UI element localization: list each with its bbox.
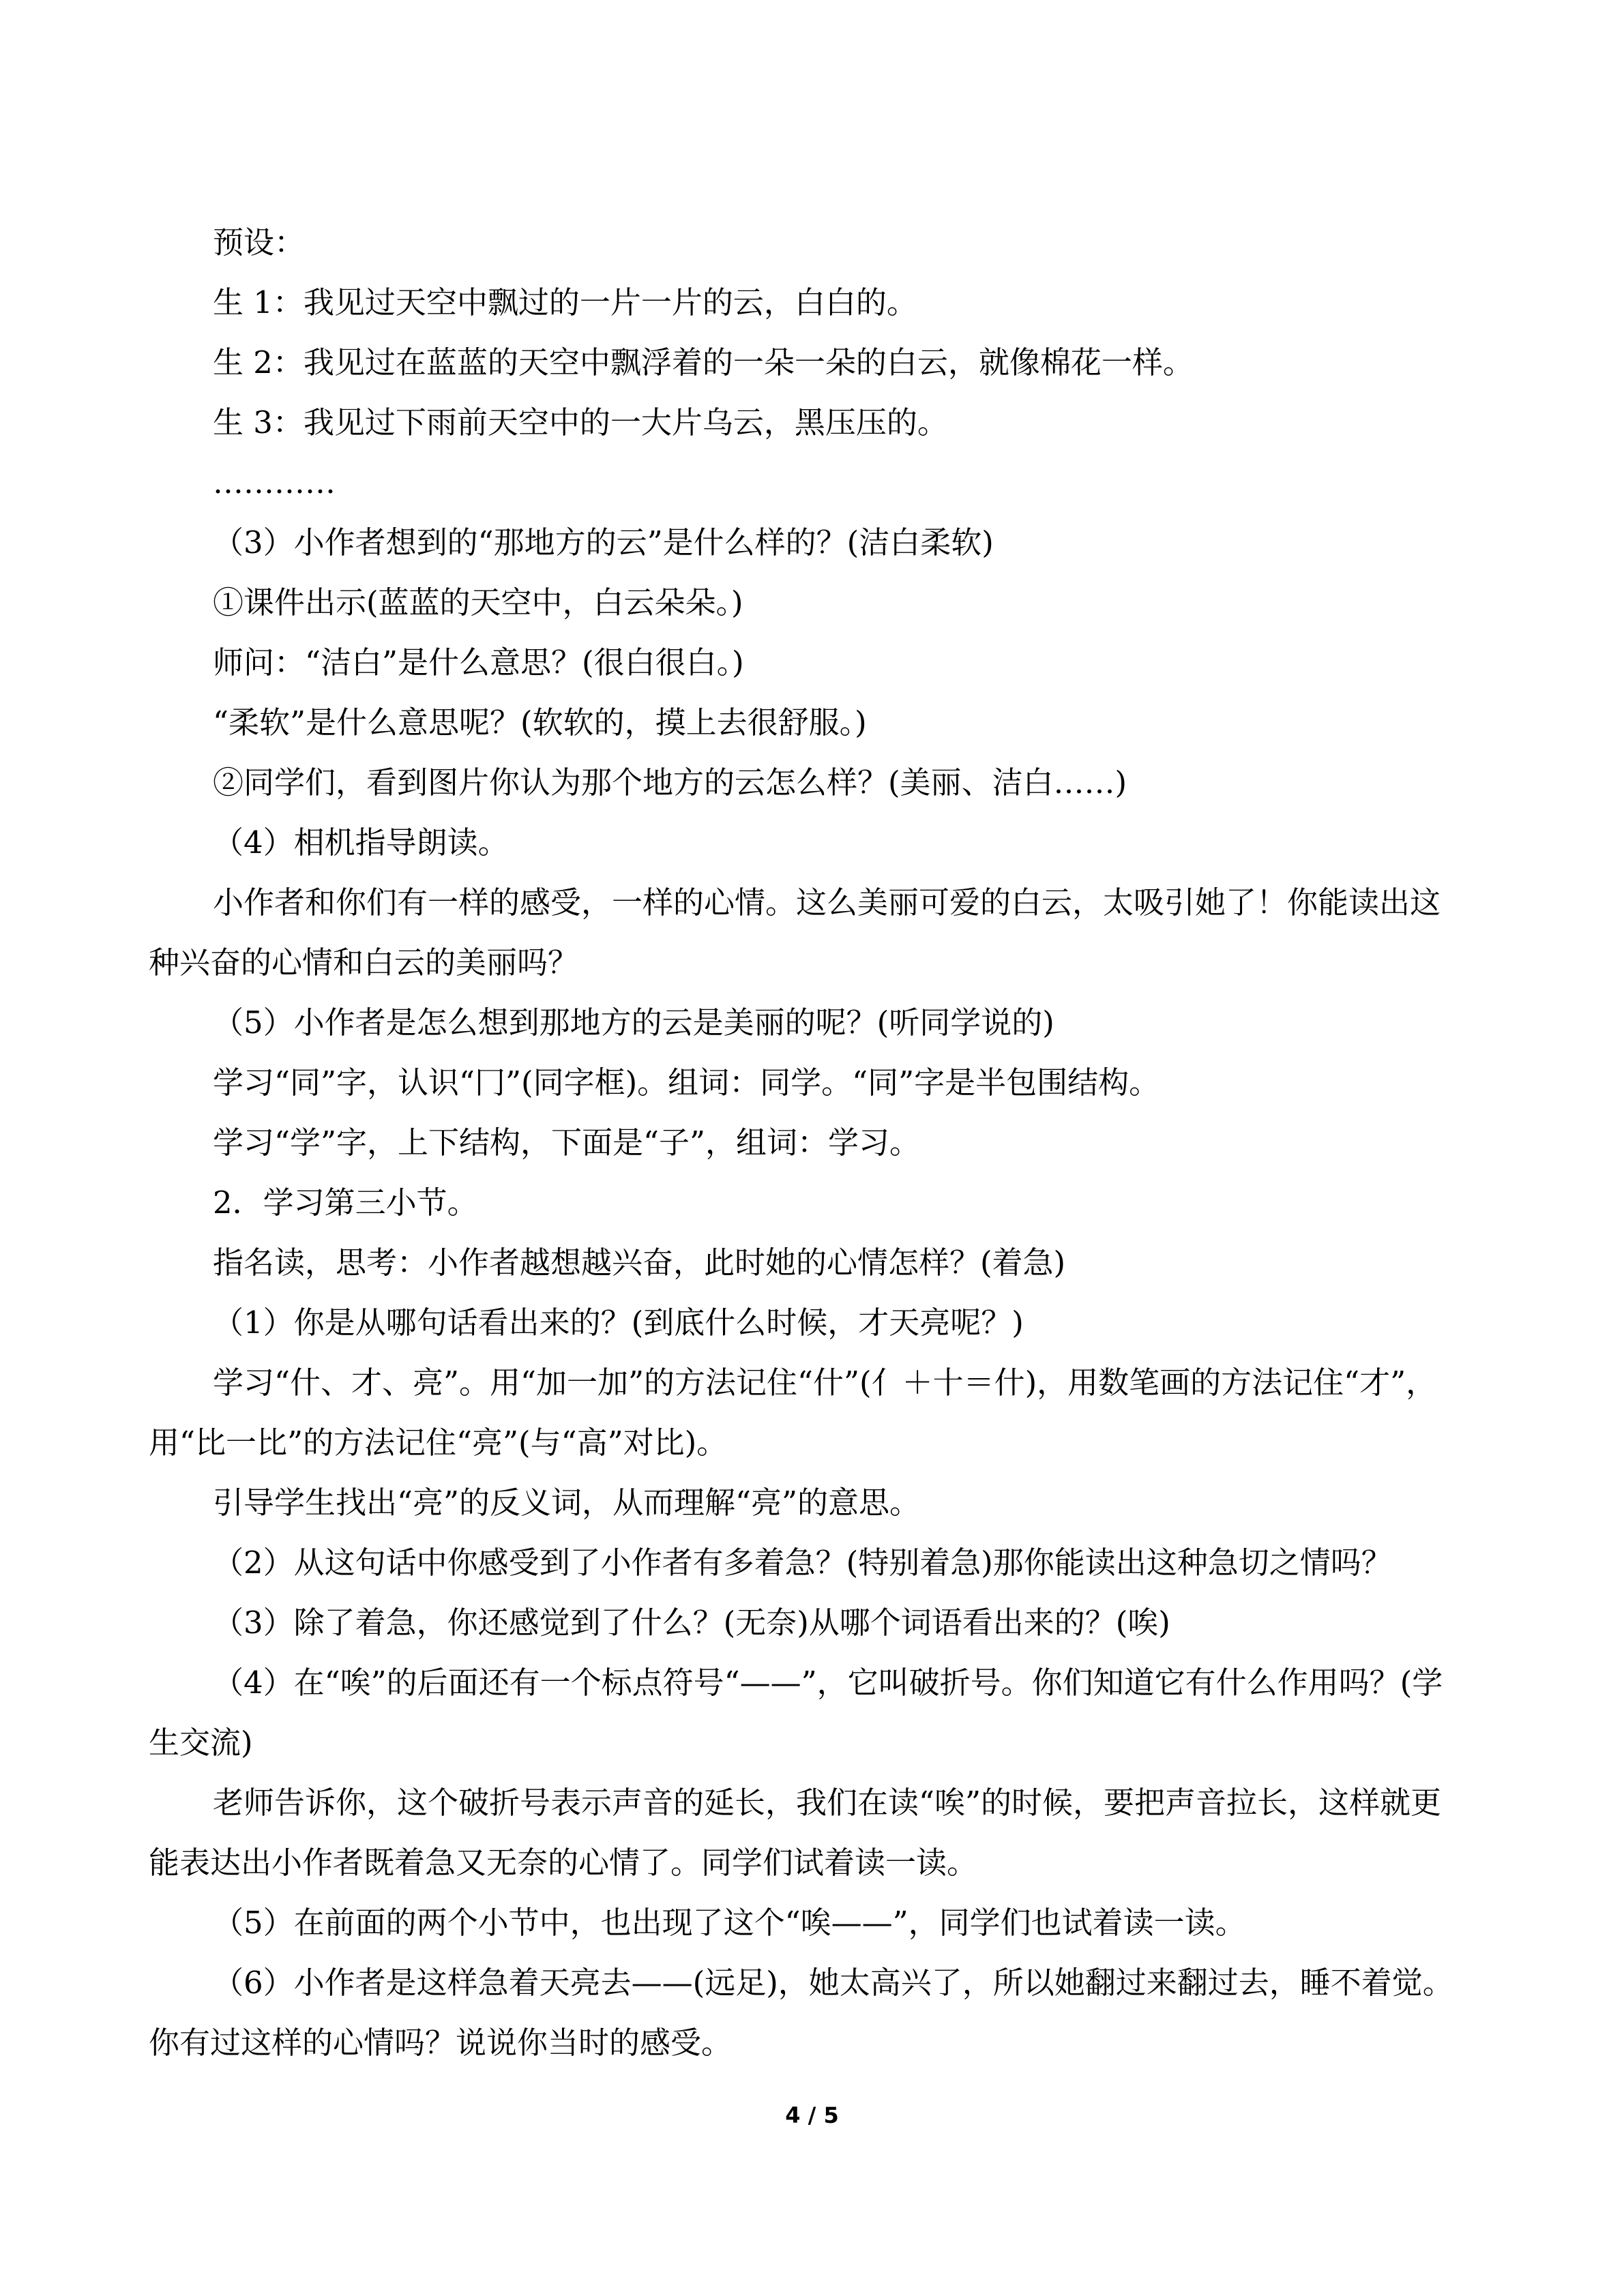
paragraph: （1）你是从哪句话看出来的？(到底什么时候，才天亮呢？) [213, 1304, 1024, 1341]
paragraph: 生 2：我见过在蓝蓝的天空中飘浮着的一朵一朵的白云，就像棉花一样。 [213, 344, 1194, 381]
document-body [149, 213, 1458, 2073]
paragraph: （4）相机指导朗读。 [213, 824, 509, 861]
paragraph: 学习“什、才、亮”。用“加一加”的方法记住“什”(亻＋十＝什)，用数笔画的方法记住“才”，用“比一比”的方法记住“亮”(与“高”对比)。 [149, 1365, 1437, 1461]
paragraph: 2．学习第三小节。 [213, 1184, 478, 1221]
paragraph: 小作者和你们有一样的感受，一样的心情。这么美丽可爱的白云，太吸引她了！你能读出这种兴奋的心情和白云的美丽吗？ [149, 884, 1441, 981]
paragraph: 指名读，思考：小作者越想越兴奋，此时她的心情怎样？(着急) [213, 1244, 1066, 1281]
paragraph: 学习“学”字，上下结构，下面是“子”，组词：学习。 [213, 1124, 921, 1161]
paragraph: （3）小作者想到的“那地方的云”是什么样的？(洁白柔软) [213, 524, 994, 561]
paragraph: （3）除了着急，你还感觉到了什么？(无奈)从哪个词语看出来的？(唉) [213, 1605, 1170, 1641]
page-number: 4 / 5 [785, 2102, 839, 2128]
paragraph: （4）在“唉”的后面还有一个标点符号“——”，它叫破折号。你们知道它有什么作用吗？(学生交流) [149, 1665, 1443, 1761]
paragraph: 生 1：我见过天空中飘过的一片一片的云，白白的。 [213, 284, 917, 320]
paragraph: 师问：“洁白”是什么意思？(很白很白。) [213, 644, 744, 681]
paragraph: （5）小作者是怎么想到那地方的云是美丽的呢？(听同学说的) [213, 1004, 1054, 1041]
paragraph: 生 3：我见过下雨前天空中的一大片乌云，黑压压的。 [213, 404, 948, 441]
paragraph: 学习“同”字，认识“冂”(同字框)。组词：同学。“同”字是半包围结构。 [213, 1064, 1160, 1101]
paragraph: （2）从这句话中你感受到了小作者有多着急？(特别着急)那你能读出这种急切之情吗？ [213, 1545, 1392, 1581]
paragraph: 引导学生找出“亮”的反义词，从而理解“亮”的意思。 [213, 1485, 921, 1521]
paragraph: （6）小作者是这样急着天亮去——(远足)，她太高兴了，所以她翻过来翻过去，睡不着觉。你有过这样的心情吗？说说你当时的感受。 [149, 1965, 1453, 2061]
paragraph: ②同学们，看到图片你认为那个地方的云怎么样？(美丽、洁白……) [213, 764, 1127, 801]
paragraph: ………… [213, 464, 336, 501]
paragraph: 老师告诉你，这个破折号表示声音的延长，我们在读“唉”的时候，要把声音拉长，这样就更能表达出小作者既着急又无奈的心情了。同学们试着读一读。 [149, 1785, 1442, 1881]
paragraph: ①课件出示(蓝蓝的天空中，白云朵朵。) [213, 584, 743, 621]
paragraph: “柔软”是什么意思呢？(软软的，摸上去很舒服。) [213, 704, 867, 741]
paragraph: 预设： [213, 224, 306, 260]
paragraph: （5）在前面的两个小节中，也出现了这个“唉——”，同学们也试着读一读。 [213, 1905, 1246, 1941]
